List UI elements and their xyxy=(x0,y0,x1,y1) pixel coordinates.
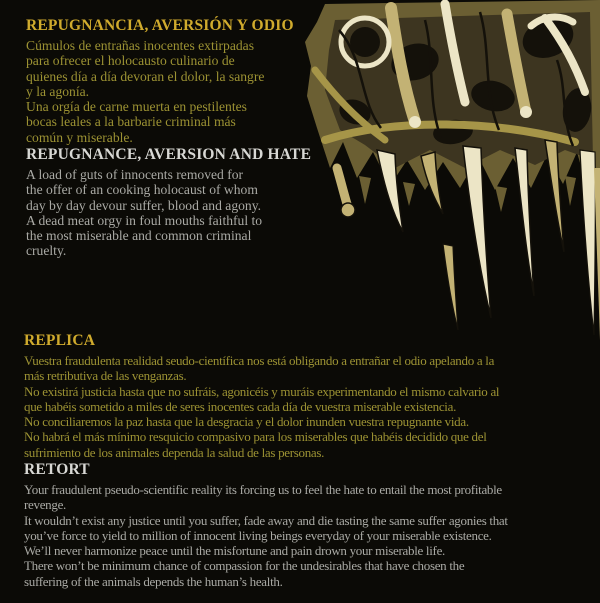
section-heading-repugnance: REPUGNANCE, AVERSION AND HATE xyxy=(26,146,312,163)
text-line: A load of guts of innocents removed for xyxy=(26,167,244,182)
text-line: Your fraudulent pseudo-scientific reality its forcing us to feel the hate to entail the most profitable xyxy=(24,482,502,497)
text-line: No existirá justicia hasta que no sufráis, agonicéis y muráis experimentando el mismo calvario al xyxy=(24,383,500,399)
text-line: No habrá el más mínimo resquicio compasivo para los miserables que habéis decidido que del xyxy=(24,429,487,445)
text-line: quienes día a día devoran el dolor, la sangre xyxy=(26,68,265,84)
text-line: que habéis sometido a miles de seres inocentes cada día de vuestra miserable existencia. xyxy=(24,398,457,414)
text-line: the offer of an cooking holocaust of whom xyxy=(26,182,258,198)
text-line: común y miserable. xyxy=(26,129,133,145)
text-line: Una orgía de carne muerta en pestilentes xyxy=(26,99,247,115)
text-line: para ofrecer el holocausto culinario de xyxy=(26,53,235,69)
section-replica xyxy=(24,332,600,460)
text-line: No conciliaremos la paz hasta que la desgracia y el dolor inunden vuestra repugnante vida. xyxy=(24,414,469,430)
section-heading-retort: RETORT xyxy=(24,461,90,478)
section-retort xyxy=(24,461,600,589)
text-line: suffering of the animals depends the human’s health. xyxy=(24,573,283,589)
section-heading-repugnancia: REPUGNANCIA, AVERSIÓN Y ODIO xyxy=(26,17,294,34)
text-line: day by day devour suffer, blood and agony. xyxy=(26,197,262,213)
text-line: It wouldn’t exist any justice until you suffer, fade away and die tasting the same suffer agonies that xyxy=(24,512,508,528)
text-line: Vuestra fraudulenta realidad seudo-científica nos está obligando a entrañar el odio apelando a la xyxy=(24,353,495,368)
section-heading-replica: REPLICA xyxy=(24,332,96,349)
bone-skull-artwork-icon xyxy=(295,0,600,340)
text-line: revenge. xyxy=(24,497,66,513)
section-repugnance xyxy=(26,146,311,259)
text-line: y la agonía. xyxy=(26,83,90,99)
text-line: A dead meat orgy in foul mouths faithful to xyxy=(26,212,263,228)
text-line: más retributiva de las venganzas. xyxy=(24,368,187,384)
text-line: the most miserable and common criminal xyxy=(26,228,252,244)
text-line: sufrimiento de los animales dependa la salud de las personas. xyxy=(24,444,325,460)
text-line: cruelty. xyxy=(26,243,67,259)
text-line: There won’t be minimum chance of compassion for the undesirables that have chosen the xyxy=(24,558,465,574)
text-line: We’ll never harmonize peace until the misfortune and pain drown your miserable life. xyxy=(24,543,446,559)
text-line: Cúmulos de entrañas inocentes extirpadas xyxy=(26,38,255,53)
section-repugnancia xyxy=(26,17,294,145)
text-line: you’ve force to yield to million of innocent living beings everyday of your miserable existence. xyxy=(24,527,492,543)
text-line: bocas leales a la barbarie criminal más xyxy=(26,114,236,130)
